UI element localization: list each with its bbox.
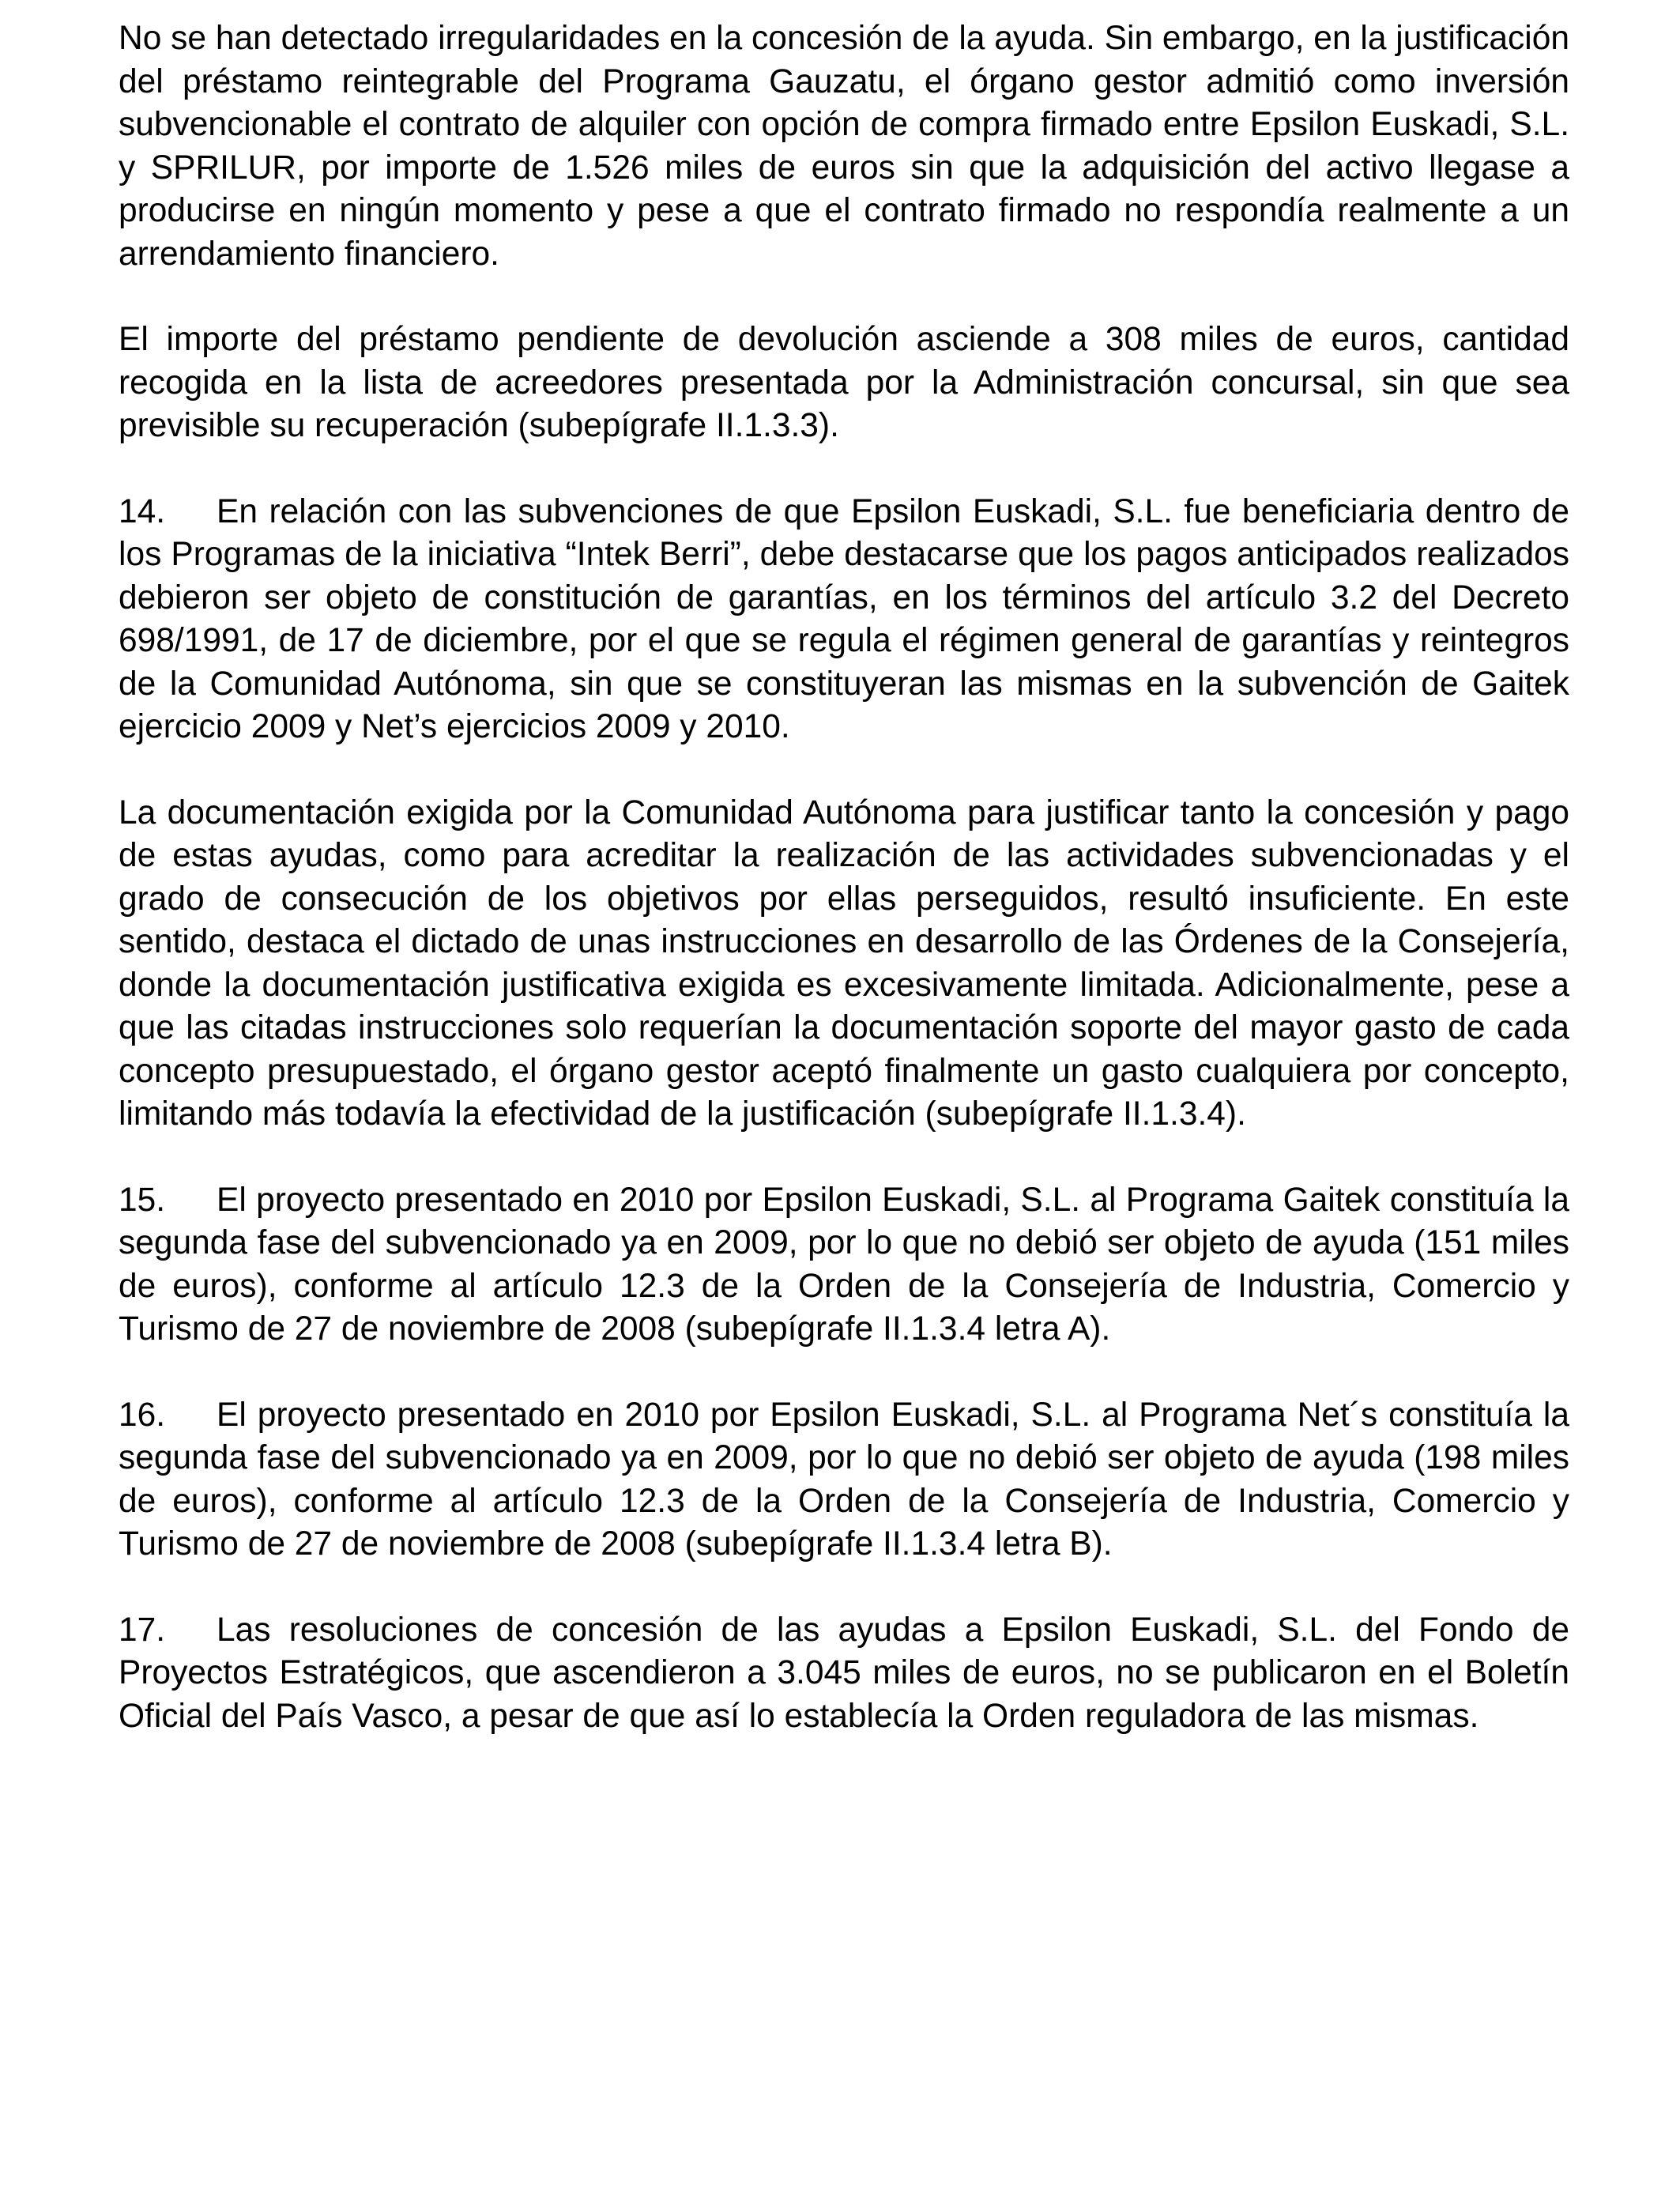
paragraph-documentation: [119, 792, 1569, 1137]
paragraph-text: El importe del préstamo pendiente de devolución asciende a 308 miles de euros, cantidad recogida en la lista de acreedores presentada por la Administración concursal, sin que sea previsible su recuperación (subepígrafe II.1.3.3).: [119, 321, 1569, 444]
paragraph-14: [119, 491, 1569, 749]
paragraph-text: Las resoluciones de concesión de las ayudas a Epsilon Euskadi, S.L. del Fondo de Proyectos Estratégicos, que ascendieron a 3.045 miles de euros, no se publicaron en el Boletín Oficial del País Vasco, a pesar de que así lo establecía la Orden reguladora de las mismas.: [119, 1611, 1569, 1735]
paragraph-text: El proyecto presentado en 2010 por Epsilon Euskadi, S.L. al Programa Net´s constituía la segunda fase del subvencionado ya en 2009, por lo que no debió ser objeto de ayuda (198 miles de euros), conforme al artículo 12.3 de la Orden de la Consejería de Industria, Comercio y Turismo de 27 de noviembre de 2008 (subepígrafe II.1.3.4 letra B).: [119, 1396, 1569, 1563]
paragraph-irregularities: [119, 17, 1569, 276]
paragraph-17: [119, 1609, 1569, 1739]
paragraph-text: El proyecto presentado en 2010 por Epsilon Euskadi, S.L. al Programa Gaitek constituía la segunda fase del subvencionado ya en 2009, por lo que no debió ser objeto de ayuda (151 miles de euros), conforme al artículo 12.3 de la Orden de la Consejería de Industria, Comercio y Turismo de 27 de noviembre de 2008 (subepígrafe II.1.3.4 letra A).: [119, 1181, 1569, 1348]
paragraph-text: La documentación exigida por la Comunidad Autónoma para justificar tanto la concesión y pago de estas ayudas, como para acreditar la realización de las actividades subvencionadas y el grado de consecución de los objetivos por ellas perseguidos, resultó insuficiente. En este sentido, destaca el dictado de unas instrucciones en desarrollo de las Órdenes de la Consejería, donde la documentación justificativa exigida es excesivamente limitada. Adicionalmente, pese a que las citadas instrucciones solo requerían la documentación soporte del mayor gasto de cada concepto presupuestado, el órgano gestor aceptó finalmente un gasto cualquiera por concepto, limitando más todavía la efectividad de la justificación (subepígrafe II.1.3.4).: [119, 794, 1569, 1133]
paragraph-text: En relación con las subvenciones de que Epsilon Euskadi, S.L. fue beneficiaria dentro de los Programas de la iniciativa “Intek Berri”, debe destacarse que los pagos anticipados realizados debieron ser objeto de constitución de garantías, en los términos del artículo 3.2 del Decreto 698/1991, de 17 de diciembre, por el que se regula el régimen general de garantías y reintegros de la Comunidad Autónoma, sin que se constituyeran las mismas en la subvención de Gaitek ejercicio 2009 y Net’s ejercicios 2009 y 2010.: [119, 492, 1569, 745]
paragraph-loan-pending: [119, 319, 1569, 448]
paragraph-15: [119, 1179, 1569, 1351]
paragraph-text: No se han detectado irregularidades en la concesión de la ayuda. Sin embargo, en la justificación del préstamo reintegrable del Programa Gauzatu, el órgano gestor admitió como inversión subvencionable el contrato de alquiler con opción de compra firmado entre Epsilon Euskadi, S.L. y SPRILUR, por importe de 1.526 miles de euros sin que la adquisición del activo llegase a producirse en ningún momento y pese a que el contrato firmado no respondía realmente a un arrendamiento financiero.: [119, 20, 1569, 273]
paragraph-number: 15.: [119, 1181, 166, 1219]
paragraph-16: [119, 1394, 1569, 1566]
paragraph-number: 16.: [119, 1396, 166, 1434]
paragraph-number: 17.: [119, 1611, 166, 1649]
paragraph-number: 14.: [119, 492, 166, 530]
